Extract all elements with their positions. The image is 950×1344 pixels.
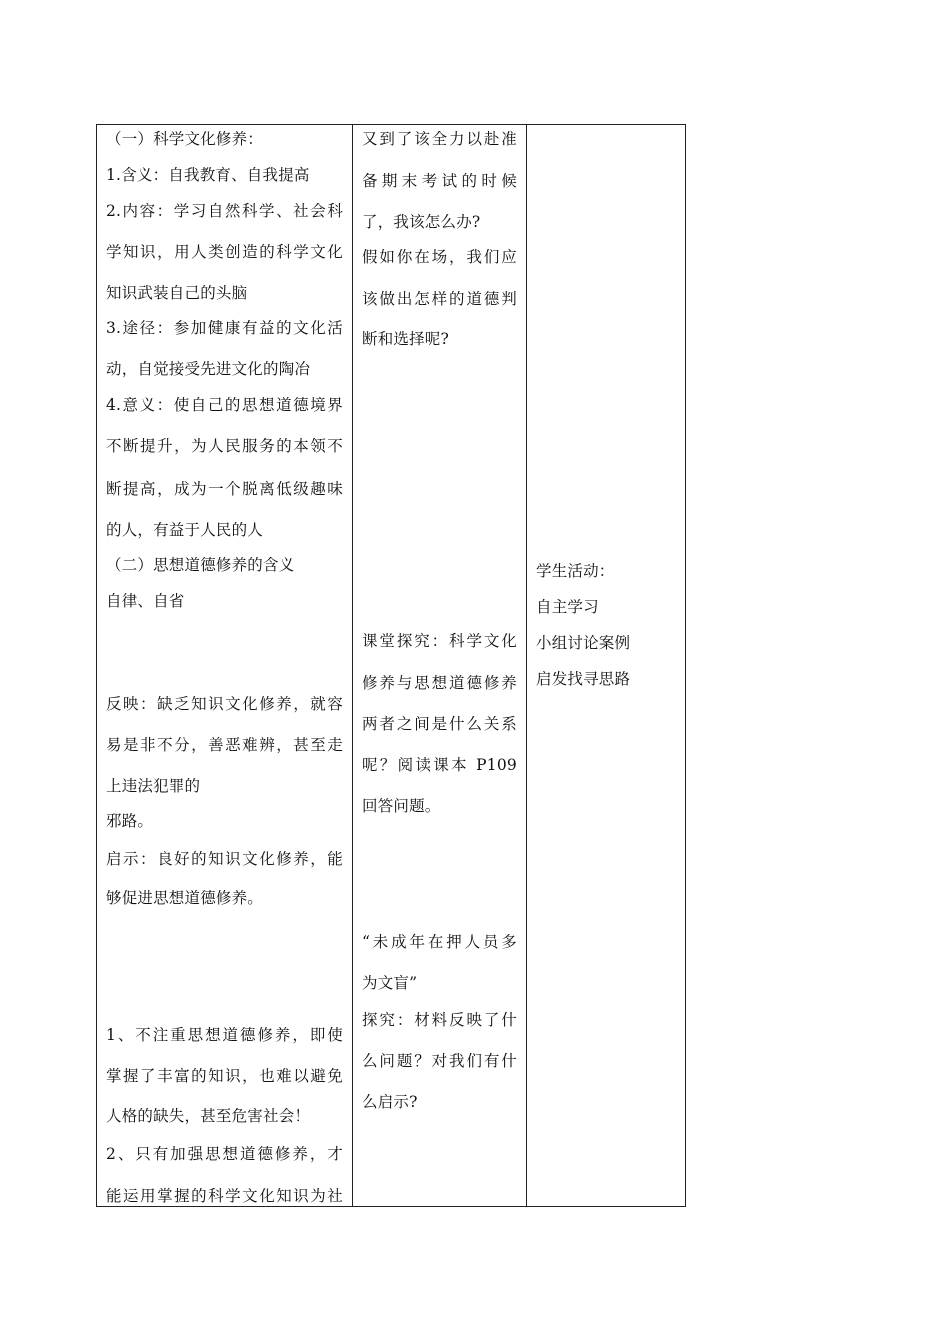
mid-line-16: 么启示? — [362, 1093, 418, 1111]
left-line-18: 启示：良好的知识文化修养，能 — [106, 850, 343, 868]
mid-line-10: 呢？阅读课本 P109 — [362, 756, 517, 774]
left-line-17: 邪路。 — [106, 812, 154, 830]
left-line-8: 4.意义：使自己的思想道德境界 — [106, 396, 343, 414]
mid-line-11: 回答问题。 — [362, 797, 441, 815]
column-divider-1 — [352, 125, 353, 1206]
mid-line-7: 课堂探究：科学文化 — [362, 632, 517, 650]
mid-line-5: 该做出怎样的道德判 — [362, 290, 517, 308]
left-line-6: 3.途径：参加健康有益的文化活 — [106, 319, 343, 337]
mid-line-15: 么问题？对我们有什 — [362, 1052, 517, 1070]
left-line-1: （一）科学文化修养： — [106, 130, 264, 148]
right-line-4: 启发找寻思路 — [536, 670, 631, 688]
left-line-14: 反映：缺乏知识文化修养，就容 — [106, 695, 343, 713]
left-line-11: 的人，有益于人民的人 — [106, 521, 264, 539]
left-line-24: 能运用掌握的科学文化知识为社 — [106, 1187, 343, 1205]
mid-line-4: 假如你在场，我们应 — [362, 248, 517, 266]
left-line-4: 学知识，用人类创造的科学文化 — [106, 243, 343, 261]
left-line-12: （二）思想道德修养的含义 — [106, 556, 295, 574]
left-line-13: 自律、自省 — [106, 592, 185, 610]
mid-line-14: 探究：材料反映了什 — [362, 1011, 517, 1029]
mid-line-8: 修养与思想道德修养 — [362, 674, 517, 692]
right-line-1: 学生活动： — [536, 562, 615, 580]
left-line-5: 知识武装自己的头脑 — [106, 284, 248, 302]
left-line-9: 不断提升，为人民服务的本领不 — [106, 437, 343, 455]
left-line-16: 上违法犯罪的 — [106, 777, 201, 795]
left-line-19: 够促进思想道德修养。 — [106, 889, 264, 907]
left-line-7: 动，自觉接受先进文化的陶冶 — [106, 360, 311, 378]
left-line-21: 掌握了丰富的知识，也难以避免 — [106, 1067, 343, 1085]
column-divider-2 — [526, 125, 527, 1206]
mid-line-6: 断和选择呢? — [362, 330, 450, 348]
left-line-22: 人格的缺失，甚至危害社会！ — [106, 1107, 311, 1125]
left-line-20: 1、不注重思想道德修养，即使 — [106, 1026, 343, 1044]
mid-line-1: 又到了该全力以赴准 — [362, 130, 517, 148]
left-line-15: 易是非不分，善恶难辨，甚至走 — [106, 736, 343, 754]
mid-line-2: 备期末考试的时候 — [362, 172, 517, 190]
lesson-plan-table — [96, 124, 686, 1207]
left-line-10: 断提高，成为一个脱离低级趣味 — [106, 480, 343, 498]
mid-line-13: 为文盲” — [362, 974, 418, 992]
right-line-3: 小组讨论案例 — [536, 634, 631, 652]
mid-line-9: 两者之间是什么关系 — [362, 715, 517, 733]
left-line-3: 2.内容：学习自然科学、社会科 — [106, 202, 343, 220]
mid-line-12: “未成年在押人员多 — [362, 933, 517, 951]
right-line-2: 自主学习 — [536, 598, 599, 616]
left-line-2: 1.含义：自我教育、自我提高 — [106, 166, 310, 184]
left-line-23: 2、只有加强思想道德修养，才 — [106, 1145, 343, 1163]
mid-line-3: 了，我该怎么办? — [362, 213, 481, 231]
